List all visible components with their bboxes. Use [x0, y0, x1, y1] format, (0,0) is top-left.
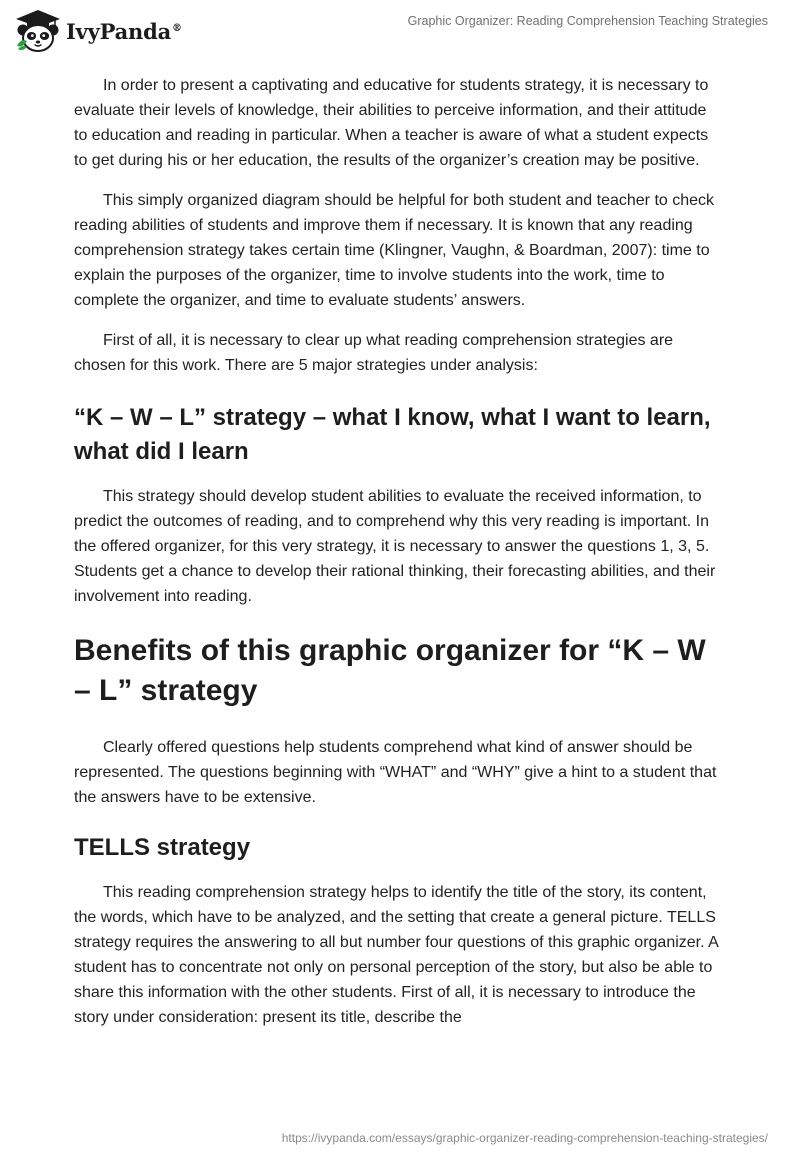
page-header: [0, 0, 800, 60]
paragraph: This reading comprehension strategy helps to identify the title of the story, its content, the words, which have to be analyzed, and the setting that create a general picture. TELLS strategy requires the answering to all but number four questions of this graphic organizer. A student has to concentrate not only on personal perception of the story, but also be able to share this information with the other students. First of all, it is necessary to introduce the story under consideration: present its title, describe the: [74, 884, 718, 1026]
paragraph: This simply organized diagram should be helpful for both student and teacher to check reading abilities of students and improve them if necessary. It is known that any reading comprehension strategy takes certain time (Klingner, Vaughn, & Boardman, 2007): time to explain the purposes of the organizer, time to involve students into the work, time to complete the organizer, and time to evaluate students’ answers.: [74, 192, 715, 309]
ivypanda-logo[interactable]: [14, 8, 182, 54]
logo-text: IvyPanda®: [66, 18, 182, 44]
section-heading-benefits: Benefits of this graphic organizer for “K – W – L” strategy: [74, 634, 706, 707]
paragraph: This strategy should develop student abilities to evaluate the received information, to predict the outcomes of reading, and to comprehend why this very reading is important. In the offered organizer, for this very strategy, it is necessary to answer the questions 1, 3, 5. Students get a chance to develop their rational thinking, their forecasting abilities, and their involvement into reading.: [74, 488, 716, 605]
document-title: Graphic Organizer: Reading Comprehension Teaching Strategies: [407, 14, 768, 28]
panda-graduate-icon: [14, 8, 62, 54]
section-heading-tells: TELLS strategy: [74, 834, 251, 861]
paragraph: Clearly offered questions help students comprehend what kind of answer should be represented. The questions beginning with “WHAT” and “WHY” give a hint to a student that the answers have to be extensive.: [74, 739, 717, 806]
registered-mark: ®: [172, 22, 182, 34]
essay-body: [74, 73, 724, 1045]
source-url[interactable]: https://ivypanda.com/essays/graphic-organizer-reading-comprehension-teaching-strategies/: [281, 1131, 768, 1145]
paragraph: First of all, it is necessary to clear up what reading comprehension strategies are chosen for this work. There are 5 major strategies under analysis:: [74, 332, 674, 374]
section-heading-kwl: “K – W – L” strategy – what I know, what I want to learn, what did I learn: [74, 404, 711, 465]
paragraph: In order to present a captivating and educative for students strategy, it is necessary to evaluate their levels of knowledge, their abilities to perceive information, and their attitude to education and reading in particular. When a teacher is aware of what a student expects to get during his or her education, the results of the organizer’s creation may be positive.: [74, 77, 709, 169]
